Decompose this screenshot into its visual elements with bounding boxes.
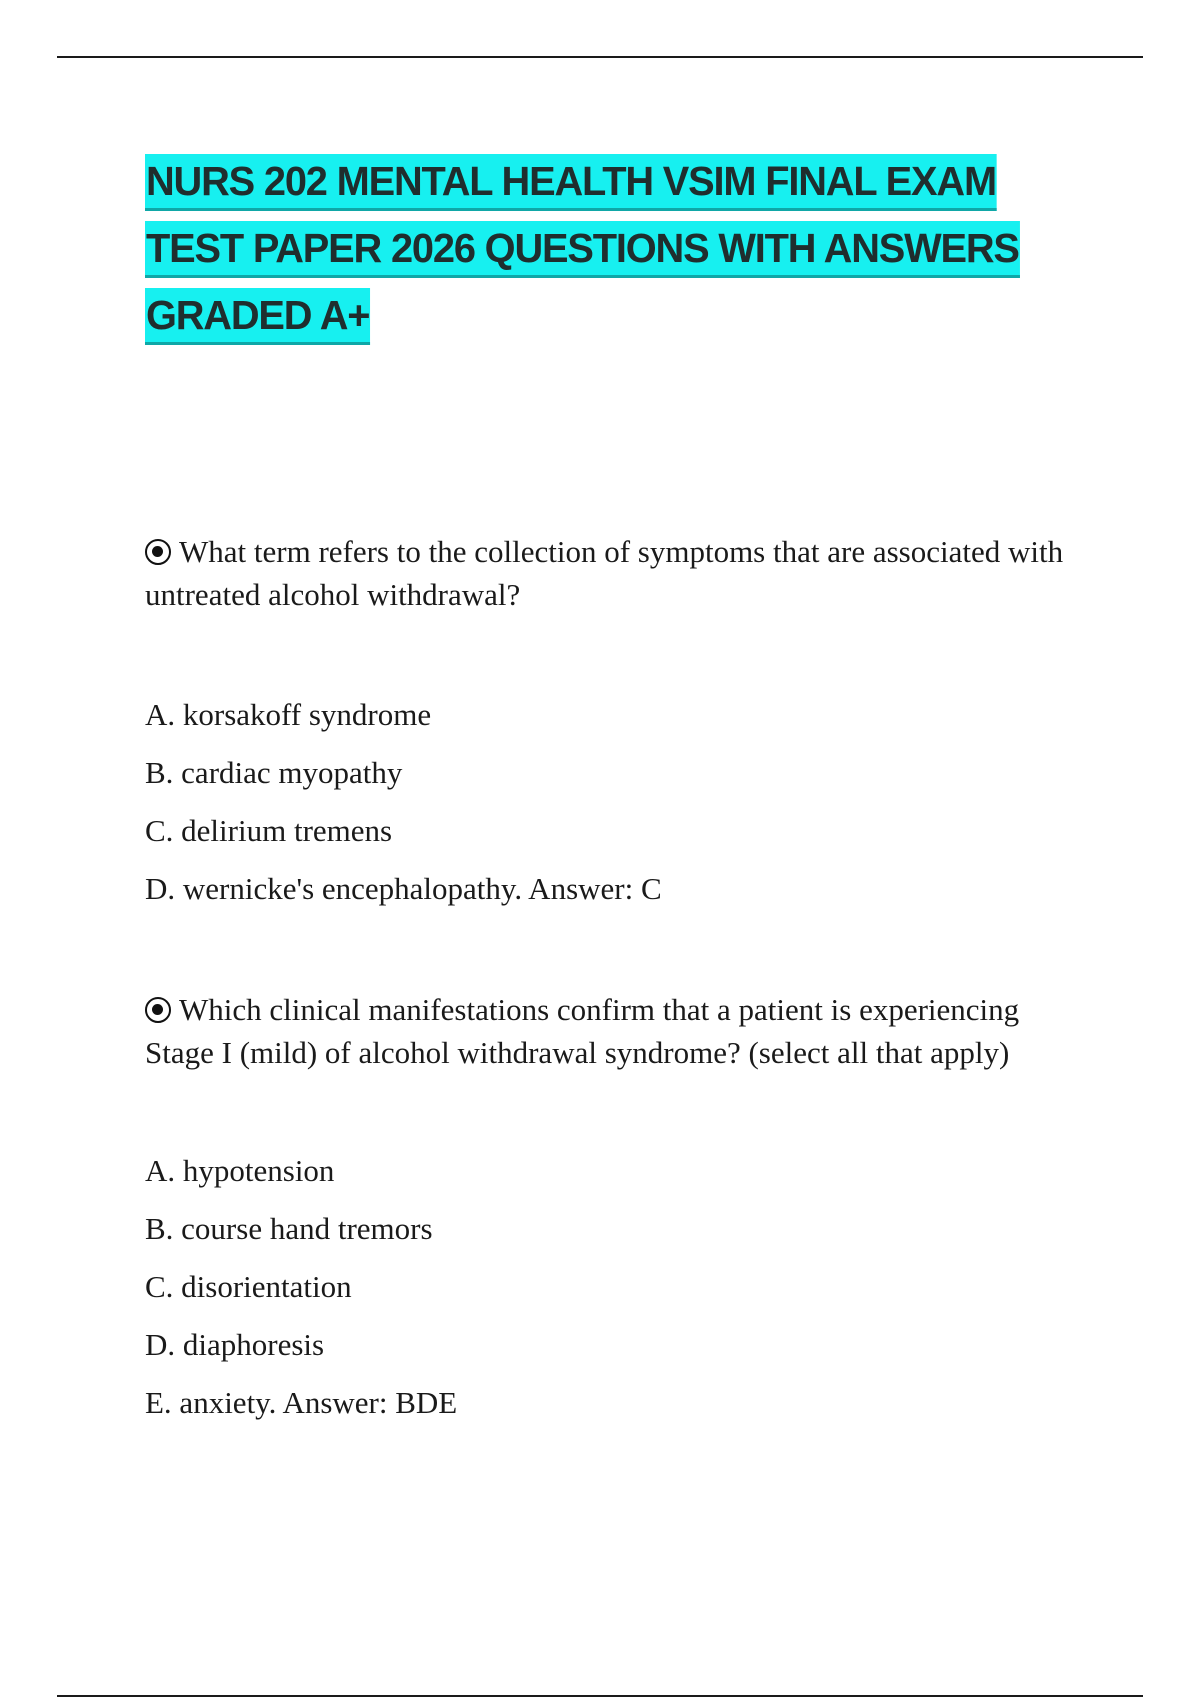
question-2-options	[145, 1142, 1045, 1432]
option-item: B. cardiac myopathy	[145, 755, 403, 790]
option-item: C. delirium tremens	[145, 813, 393, 848]
radio-bullet-icon	[145, 997, 171, 1023]
title-line-1: NURS 202 MENTAL HEALTH VSIM FINAL EXAM	[145, 154, 997, 211]
option-item: D. diaphoresis	[145, 1327, 325, 1362]
title-line-3: GRADED A+	[145, 288, 370, 345]
radio-bullet-icon	[145, 539, 171, 565]
question-2-text: Which clinical manifestations confirm that a patient is experiencing Stage I (mild) of alcohol withdrawal syndrome? (select all that apply)	[145, 992, 1020, 1070]
option-item: A. hypotension	[145, 1153, 335, 1188]
question-2	[145, 988, 1065, 1074]
title-line-2: TEST PAPER 2026 QUESTIONS WITH ANSWERS	[145, 221, 1020, 278]
question-1-options	[145, 686, 1045, 918]
option-item: D. wernicke's encephalopathy. Answer: C	[145, 871, 662, 906]
question-1	[145, 530, 1065, 616]
option-item: A. korsakoff syndrome	[145, 697, 432, 732]
option-item: C. disorientation	[145, 1269, 352, 1304]
footer-rule	[57, 1695, 1143, 1697]
question-1-text: What term refers to the collection of symptoms that are associated with untreated alcohol withdrawal?	[145, 534, 1064, 612]
option-item: E. anxiety. Answer: BDE	[145, 1385, 458, 1420]
header-rule	[57, 56, 1143, 58]
option-item: B. course hand tremors	[145, 1211, 433, 1246]
document-title	[145, 148, 1105, 349]
